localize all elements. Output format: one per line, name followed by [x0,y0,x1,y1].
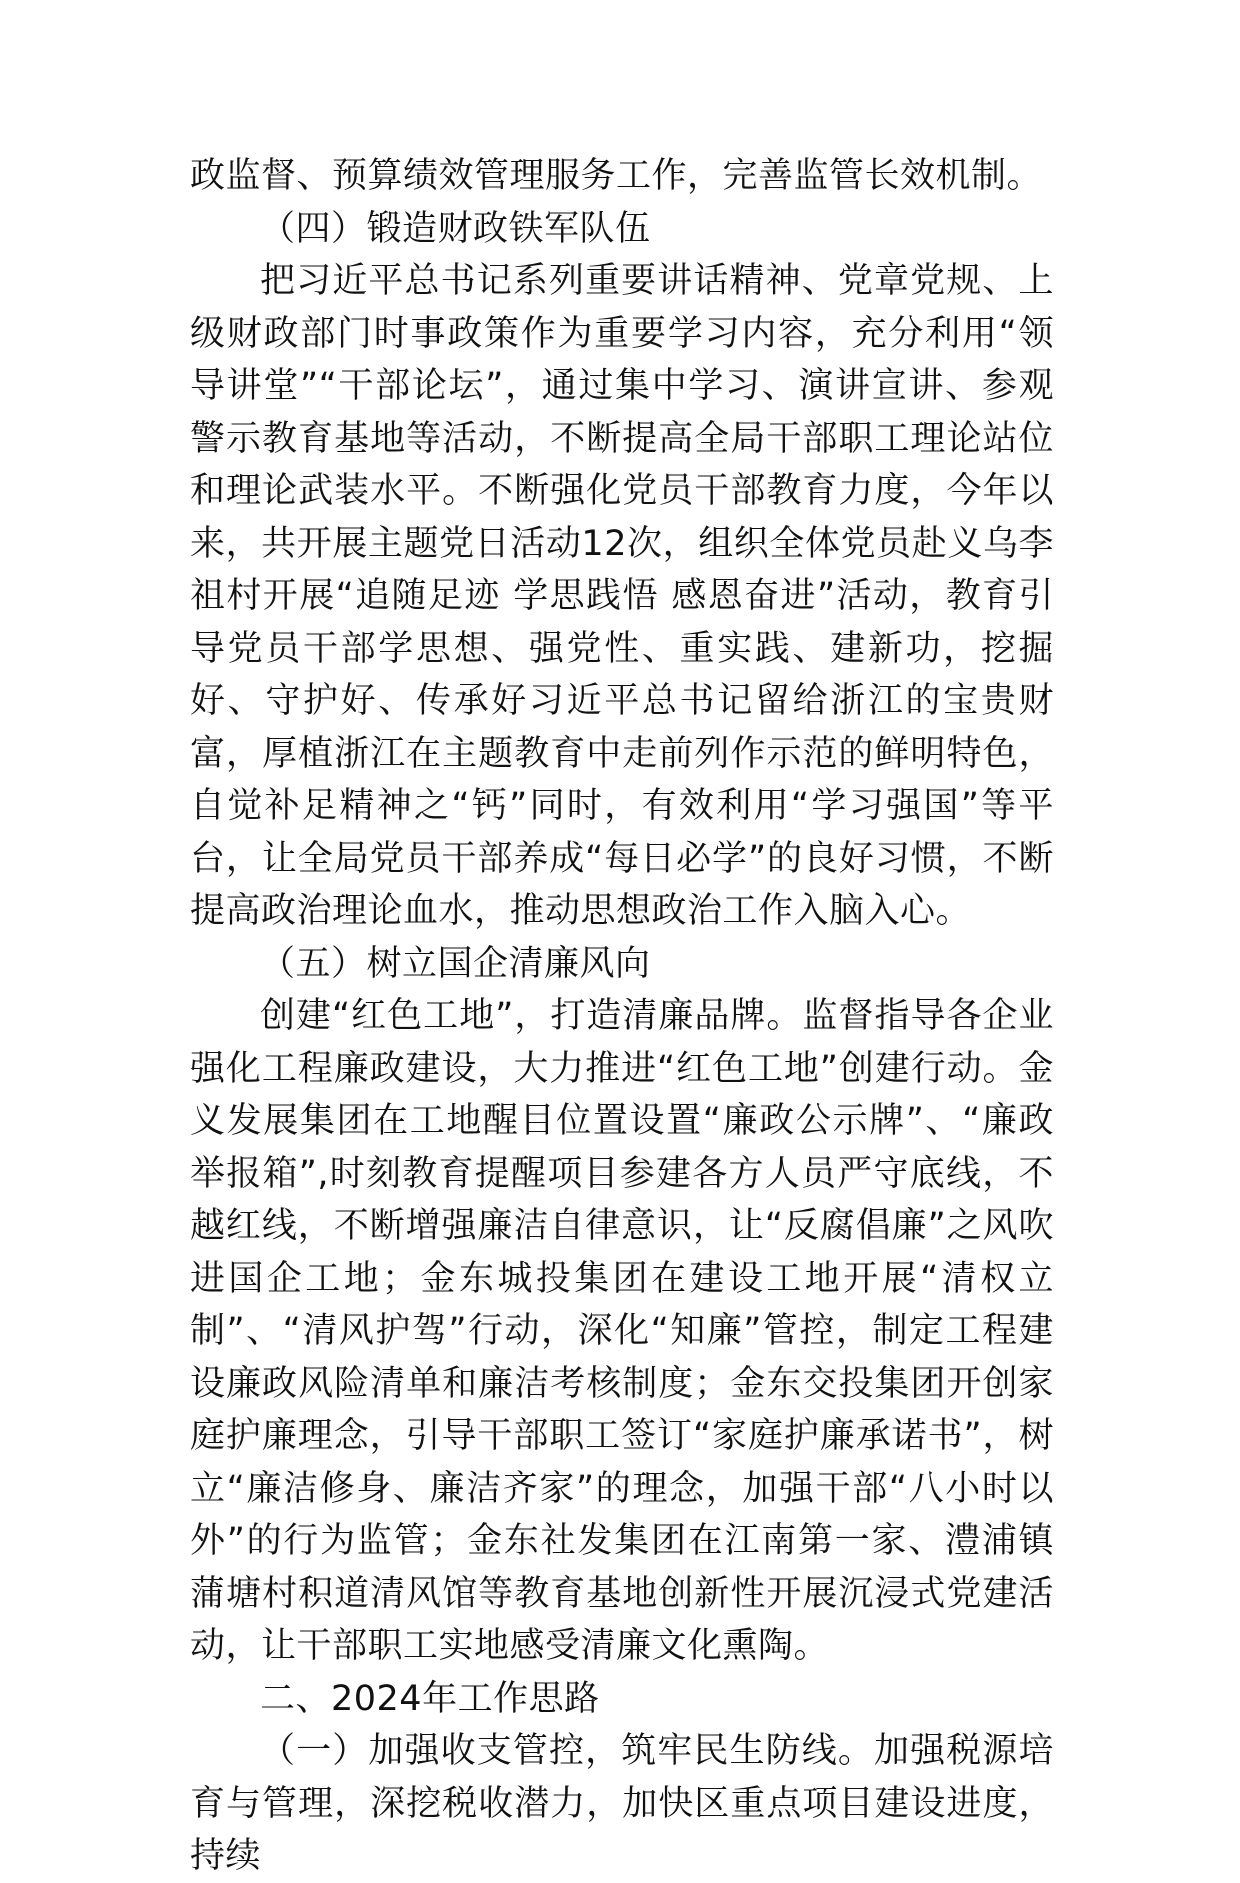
section-heading-2024: 二、2024年工作思路 [260,1678,600,1719]
paragraph-study: 把习近平总书记系列重要讲话精神、党章党规、上级财政部门时事政策作为重要学习内容，充分利用“领导讲堂”“干部论坛”，通过集中学习、演讲宣讲、参观警示教育基地等活动，不断提高全局干部职工理论站位和理论武装水平。不断强化党员干部教育力度，今年以来，共开展主题党日活动12次，组织全体党员赴义乌李祖村开展“追随足迹 学思践悟 感恩奋进”活动，教育引导党员干部学思想、强党性、重实践、建新功，挖掘好、守护好、传承好习近平总书记留给浙江的宝贵财富，厚植浙江在主题教育中走前列作示范的鲜明特色，自觉补足精神之“钙”同时，有效利用“学习强国”等平台，让全局党员干部养成“每日必学”的良好习惯，不断提高政治理论血水，推动思想政治工作入脑入心。 [190,261,1054,931]
document-body [190,150,1054,1883]
paragraph-red-site: 创建“红色工地”，打造清廉品牌。监督指导各企业强化工程廉政建设，大力推进“红色工地”创建行动。金义发展集团在工地醒目位置设置“廉政公示牌”、“廉政举报箱”,时刻教育提醒项目参建各方人员严守底线，不越红线，不断增强廉洁自律意识，让“反腐倡廉”之风吹进国企工地；金东城投集团在建设工地开展“清权立制”、“清风护驾”行动，深化“知廉”管控，制定工程建设廉政风险清单和廉洁考核制度；金东交投集团开创家庭护廉理念，引导干部职工签订“家庭护廉承诺书”，树立“廉洁修身、廉洁齐家”的理念，加强干部“八小时以外”的行为监管；金东社发集团在江南第一家、澧浦镇蒲塘村积道清风馆等教育基地创新性开展沉浸式党建活动，让干部职工实地感受清廉文化熏陶。 [190,996,1054,1666]
section-heading-4: （四）锻造财政铁军队伍 [260,208,651,249]
section-heading-5: （五）树立国企清廉风向 [260,943,651,984]
paragraph-continuation: 政监督、预算绩效管理服务工作，完善监管长效机制。 [190,156,1043,196]
paragraph-revenue: （一）加强收支管控，筑牢民生防线。加强税源培育与管理，深挖税收潜力，加快区重点项目建设进度，持续 [190,1731,1054,1876]
